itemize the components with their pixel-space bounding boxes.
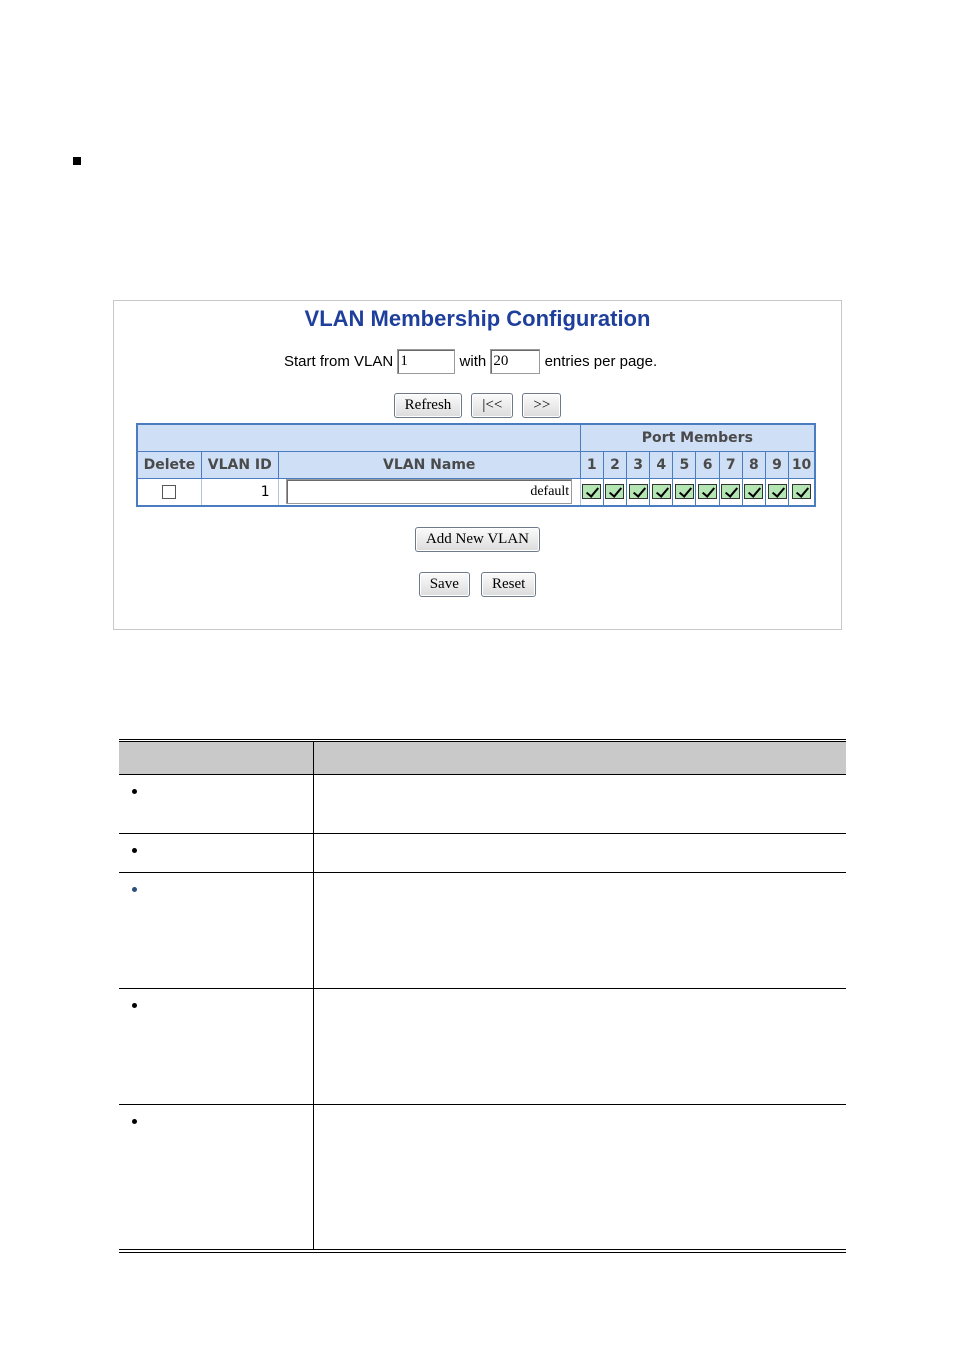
port-member-cell (789, 478, 815, 506)
port-member-cell (627, 478, 650, 506)
bullet-icon (132, 789, 137, 794)
section-bullet (73, 157, 81, 165)
port-6-member-checkbox[interactable] (698, 484, 717, 499)
port-8-column-header: 8 (742, 451, 765, 478)
delete-checkbox[interactable] (162, 485, 176, 499)
header-blank (137, 424, 580, 451)
refresh-button[interactable]: Refresh (394, 393, 463, 418)
port-2-column-header: 2 (603, 451, 626, 478)
vlan-id-cell: 1 (201, 478, 278, 506)
save-button[interactable]: Save (419, 572, 470, 597)
table-row (119, 989, 846, 1105)
port-4-member-checkbox[interactable] (652, 484, 671, 499)
next-page-button[interactable]: >> (522, 393, 561, 418)
port-10-column-header: 10 (789, 451, 815, 478)
table-header-top (137, 424, 815, 451)
object-header-cell (119, 741, 313, 775)
table-row (119, 834, 846, 873)
port-7-column-header: 7 (719, 451, 742, 478)
port-member-cell (580, 478, 603, 506)
table-row (119, 1105, 846, 1251)
port-member-cell (742, 478, 765, 506)
table-row (119, 775, 846, 834)
port-10-member-checkbox[interactable] (792, 484, 811, 499)
port-9-member-checkbox[interactable] (768, 484, 787, 499)
bullet-icon (132, 887, 137, 892)
reset-button[interactable]: Reset (481, 572, 536, 597)
port-6-column-header: 6 (696, 451, 719, 478)
add-vlan-row (114, 527, 841, 552)
delete-cell (137, 478, 201, 506)
navigation-buttons (114, 393, 841, 418)
vlan-name-cell (278, 478, 580, 506)
with-label: with (459, 353, 487, 370)
bullet-icon (132, 1003, 137, 1008)
port-5-member-checkbox[interactable] (675, 484, 694, 499)
first-page-button[interactable]: |<< (471, 393, 513, 418)
port-1-member-checkbox[interactable] (582, 484, 601, 499)
port-member-cell (719, 478, 742, 506)
port-3-column-header: 3 (627, 451, 650, 478)
port-3-member-checkbox[interactable] (629, 484, 648, 499)
port-member-cell (673, 478, 696, 506)
add-new-vlan-button[interactable]: Add New VLAN (415, 527, 540, 552)
bullet-icon (132, 848, 137, 853)
form-buttons (114, 572, 841, 597)
port-7-member-checkbox[interactable] (721, 484, 740, 499)
table-row (137, 478, 815, 506)
description-header-cell (313, 741, 846, 775)
port-member-cell (765, 478, 788, 506)
entries-per-page-label: entries per page. (544, 353, 658, 370)
port-1-column-header: 1 (580, 451, 603, 478)
port-5-column-header: 5 (673, 451, 696, 478)
port-2-member-checkbox[interactable] (605, 484, 624, 499)
port-member-cell (603, 478, 626, 506)
port-members-header: Port Members (580, 424, 815, 451)
table-row (119, 873, 846, 989)
paging-controls (284, 349, 657, 374)
vlan-name-column-header: VLAN Name (278, 451, 580, 478)
port-9-column-header: 9 (765, 451, 788, 478)
port-8-member-checkbox[interactable] (744, 484, 763, 499)
vlan-id-column-header: VLAN ID (201, 451, 278, 478)
vlan-membership-panel (113, 300, 842, 630)
entries-per-page-input[interactable] (490, 349, 540, 374)
start-vlan-input[interactable] (397, 349, 455, 374)
port-member-cell (650, 478, 673, 506)
delete-column-header: Delete (137, 451, 201, 478)
vlan-name-input[interactable] (286, 479, 572, 504)
bullet-icon (132, 1119, 137, 1124)
description-table (119, 739, 846, 1253)
port-4-column-header: 4 (650, 451, 673, 478)
port-member-cell (696, 478, 719, 506)
vlan-table (136, 423, 816, 507)
table-header-columns (137, 451, 815, 478)
page-title: VLAN Membership Configuration (304, 306, 651, 331)
start-vlan-label: Start from VLAN (284, 353, 394, 370)
description-table-header (119, 741, 846, 775)
